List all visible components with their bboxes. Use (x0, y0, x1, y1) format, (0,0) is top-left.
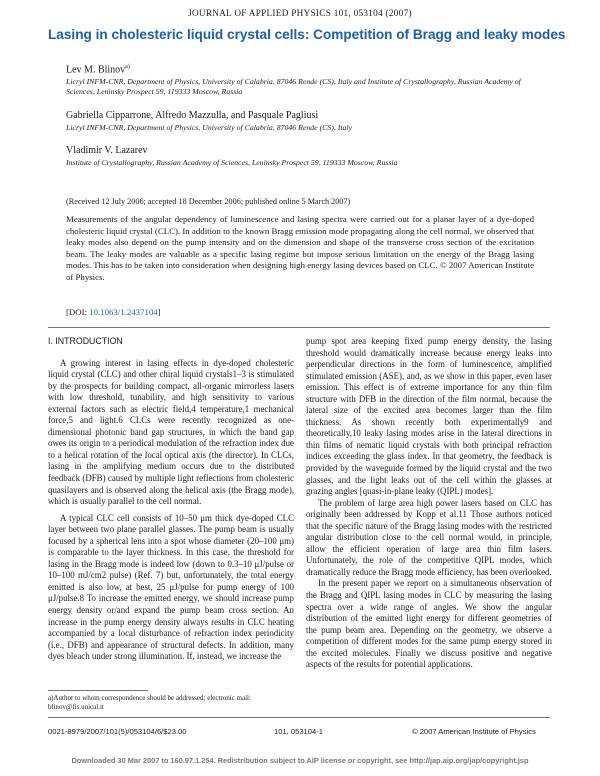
download-notice: Downloaded 30 Mar 2007 to 160.97.1.254. Redistribution subject to AIP license or copyright, see http://jap.aip.org/jap/copyright.jsp (71, 756, 529, 765)
doi-link[interactable]: 10.1063/1.2437104 (89, 307, 158, 317)
section-heading: I. INTRODUCTION (48, 336, 123, 346)
author-line-3: Vladimir V. Lazarev (66, 145, 148, 156)
doi-prefix: [DOI: (66, 307, 90, 317)
author-footnote-mark: a) (125, 64, 130, 70)
author-names: Lev M. Blinov (66, 64, 126, 76)
footer-page: 101, 053104-1 (274, 727, 323, 736)
paragraph: In the present paper we report on a simultaneous observation of the Bragg and QIPL lasing modes in CLC by measuring the lasing spectra over a wide range of angles. We show the angular distribution of the emitted light energy for different geometries of the pump beam area. Depending on the geometry, we observe a competition of different modes for the same pump energy stored in the excited molecules. Finally we discuss positive and negative aspects of the results for potential applications. (306, 578, 552, 670)
author-line-2: Gabriella Cipparrone, Alfredo Mazzulla, and Pasquale Pagliusi (66, 110, 319, 121)
left-column (48, 336, 294, 663)
abstract: Measurements of the angular dependency of luminescence and lasing spectra were carried out for a planar layer of a dye-doped cholesteric liquid crystal (CLC). In addition to the known Bragg emission mode propagating along the cell normal, we observed that leaky modes also depend on the pump intensity and on the dimension and shape of the transverse cross section of the excitation beam. The leaky modes are valuable as a specific lasing regime but impose serious limitation on the energy of the Bragg lasing modes. This has to be taken into consideration when designing high energy lasing devices based on CLC. © 2007 American Institute of Physics. (66, 214, 534, 282)
paper-title: Lasing in cholesteric liquid crystal cells: Competition of Bragg and leaky modes (48, 27, 566, 42)
footer-issn: 0021-8979/2007/101(5)/053104/6/$23.00 (48, 727, 187, 736)
footnote-divider (48, 690, 148, 691)
received-dates: (Received 12 July 2006; accepted 18 December 2006; published online 5 March 2007) (66, 197, 351, 206)
footer-divider (48, 717, 550, 718)
paragraph: A growing interest in lasing effects in dye-doped cholesteric liquid crystal (CLC) and other chiral liquid crystals1–3 is stimulated by the prospects for building compact, all-organic mirrorless lasers with low threshold, tunability, and high sensitivity to various external factors such as electric field,4 temperature,1 mechanical force,5 and light.6 CLCs were recently recognized as one-dimensional photonic band gap structures, in which the band gap owes its origin to a periodical modulation of the refraction index due to a helical rotation of the local optical axis (the director). In CLCs, lasing in the amplifying medium occurs due to the distributed feedback (DFB) caused by multiple light reflections from cholesteric quasilayers and is observed along the helical axis (the Bragg mode), which is usually parallel to the cell normal. (48, 357, 294, 507)
footer-copyright: © 2007 American Institute of Physics (412, 727, 536, 736)
right-column (306, 336, 552, 671)
paragraph: pump spot area keeping fixed pump energy density, the lasing threshold would dramatically increase because energy leaks into perpendicular directions in the form of luminescence, amplified stimulated emission (ASE), and, as we show in this paper, even laser emission. This effect is of extreme importance for any thin film structure with DFB in the direction of the film normal, because the lateral size of the excited area becomes larger than the film thickness. As shown recently both experimentally9 and theoretically,10 leaky lasing modes arise in the lateral directions in thin films of nematic liquid crystals with both principal refraction indices exceeding the glass index. In that geometry, the feedback is provided by the waveguide formed by the liquid crystal and the two glasses, and the light leaks out of the cell within the glasses at grazing angles [quasi-in-plane leaky (QIPL) modes]. (306, 336, 552, 497)
journal-header: JOURNAL OF APPLIED PHYSICS 101, 053104 (2007) (188, 8, 412, 18)
paragraph: The problem of large area high power lasers based on CLC has originally been addressed by Kopp et al.11 Those authors noticed that the specific nature of the Bragg lasing modes with the restricted angular distribution close to the cell normal would, in principle, allow the efficient operation of large area thin film lasers. Unfortunately, the role of the competitive QIPL modes, which dramatically reduce the Bragg mode efficiency, has been overlooked. (306, 497, 552, 577)
affiliation-1: Licryl INFM-CNR, Department of Physics, University of Calabria, 87046 Rende (CS), Italy and Institute of Crystallography, Russian Academy of Sciences, Leninsky Prospect 59, 119333 Moscow, Russia (66, 77, 521, 96)
author-line-1 (66, 64, 130, 75)
paragraph: A typical CLC cell consists of 10–50 μm thick dye-doped CLC layer between two plane parallel glasses. The pump beam is usually focused by a spherical lens into a spot whose diameter (20–100 μm) is comparable to the layer thickness. In this case, the threshold for lasing in the Bragg mode is indeed low (down to 0.3–10 μJ/pulse or 10–100 mJ/cm2 pulse) (Ref. 7) but, unfortunately, the total energy emitted is also low, at best, 25 μJ/pulse for pump energy of 100 μJ/pulse.8 To increase the emitted energy, we should increase pump energy density or/and expand the pump beam cross section. An increase in the pump energy density always results in CLC heating accompanied by a local disturbance of refraction index periodicity (i.e., DFB) and appearance of structural defects. In addition, many dyes bleach under strong illumination. If, instead, we increase the (48, 512, 294, 662)
header-divider (48, 327, 550, 328)
footnote: a)Author to whom correspondence should be addressed; electronic mail: blinov@fis.unical.it (48, 694, 251, 711)
affiliation-2: Licryl INFM-CNR, Department of Physics, University of Calabria, 87046 Rende (CS), Italy (66, 123, 353, 132)
doi-line (66, 307, 161, 317)
doi-suffix: ] (157, 307, 161, 317)
affiliation-3: Institute of Crystallography, Russian Academy of Sciences, Leninsky Prospect 59, 119333 Moscow, Russia (66, 158, 398, 167)
